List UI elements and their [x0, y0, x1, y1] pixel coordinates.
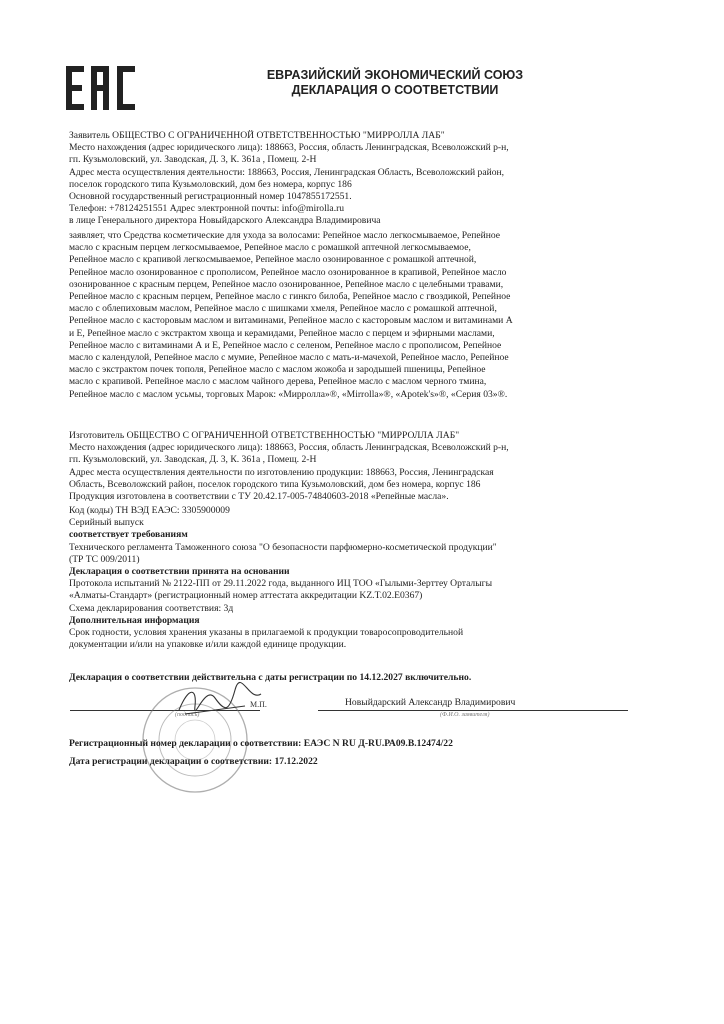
product-line: Репейное масло с маслом усьмы, торговых Марок: «Мирролла»®, «Mirrolla»®, «Apotek's»®, «Серия 03»®. — [69, 388, 508, 400]
handwritten-signature — [175, 680, 265, 720]
product-line: масло с облепиховым маслом, Репейное масло с шишками хмеля, Репейное масло с ромашкой аптечной, — [69, 303, 497, 315]
additional-info-line: Срок годности, условия хранения указаны в прилагаемой к продукции товаросопроводительной — [69, 627, 464, 639]
applicant-line: Место нахождения (адрес юридического лица): 188663, Россия, область Ленинградская, Всеволожский р-н, — [69, 142, 509, 154]
product-line: и Е, Репейное масло с экстрактом хвоща и керамидами, Репейное масло с перцем и эфирными маслами, — [69, 327, 495, 339]
applicant-line: Заявитель ОБЩЕСТВО С ОГРАНИЧЕННОЙ ОТВЕТСТВЕННОСТЬЮ "МИРРОЛЛА ЛАБ" — [69, 130, 445, 141]
manufacturer-line: Изготовитель ОБЩЕСТВО С ОГРАНИЧЕННОЙ ОТВЕТСТВЕННОСТЬЮ "МИРРОЛЛА ЛАБ" — [69, 430, 460, 441]
manufacturer-line: Продукция изготовлена в соответствии с ТУ 20.42.17-005-74840603-2018 «Репейные масла». — [69, 491, 449, 503]
manufacturer-line: Область, Всеволожский район, поселок городского типа Кузьмоловский, дом без номера, корпус 186 — [69, 478, 481, 490]
registration-block — [69, 738, 607, 768]
product-line: масло с красным перцем легкосмываемое, Репейное масло с ромашкой аптечной легкосмываемое, — [69, 242, 471, 254]
applicant-line: Адрес места осуществления деятельности: 188663, Россия, Ленинградская Область, Всеволожский район, — [69, 166, 505, 178]
product-line: Репейное масло с касторовым маслом и витаминами, Репейное масло с касторовым маслом и витаминами А — [69, 315, 513, 327]
applicant-line: в лице Генерального директора Новыйдарского Александра Владимировича — [69, 215, 381, 227]
union-title: ЕВРАЗИЙСКИЙ ЭКОНОМИЧЕСКИЙ СОЮЗ — [266, 68, 524, 82]
declaration-title: ДЕКЛАРАЦИЯ О СООТВЕТСТВИИ — [291, 83, 499, 97]
signatory-name-wrap — [345, 697, 605, 709]
applicant-line: поселок городского типа Кузьмоловский, дом без номера, корпус 186 — [69, 178, 352, 190]
test-protocol-accreditation: «Алматы-Стандарт» (регистрационный номер аттестата аккредитации KZ.T.02.E0367) — [69, 590, 423, 602]
product-line: Репейное масло озонированное с прополисом, Репейное масло озонированное в крапивой, Репейное масло — [69, 266, 507, 278]
serial-production: Серийный выпуск — [69, 517, 144, 529]
additional-info-line: документации и/или на упаковке и/или каждой единице продукции. — [69, 639, 347, 651]
product-line: Репейное масло с крапивой легкосмываемое, Репейное масло озонированное с ромашкой аптечной, — [69, 254, 477, 266]
test-protocol: Протокола испытаний № 2122-ПП от 29.11.2022 года, выданного ИЦ ТОО «Гылыми-Зерттеу Орталыгы — [69, 578, 493, 590]
applicant-line: Основной государственный регистрационный номер 1047855172551. — [69, 191, 352, 203]
basis-title: Декларация о соответствии принята на основании — [69, 566, 290, 578]
technical-regulation-code: (ТР ТС 009/2011) — [69, 553, 140, 565]
declaration-scheme: Схема декларирования соответствия: 3д — [69, 602, 234, 614]
product-line: масло с экстрактом почек тополя, Репейное масло с маслом жожоба и зародышей пшеницы, Репейное — [69, 364, 486, 376]
signatory-name: Новыйдарский Александр Владимирович — [345, 697, 516, 708]
product-line: Репейное масло с красным перцем, Репейное масло с гинкго билоба, Репейное масло с гвоздикой, Репейное — [69, 291, 511, 303]
product-line: заявляет, что Средства косметические для ухода за волосами: Репейное масло легкосмываемое, Репейное — [69, 230, 501, 241]
product-line: масло с календулой, Репейное масло с мумие, Репейное масло с мать-и-мачехой, Репейное масло, Репейное — [69, 352, 509, 364]
conforms-title: соответствует требованиям — [69, 529, 188, 541]
registration-date: Дата регистрации декларации о соответствии: 17.12.2022 — [69, 756, 318, 768]
name-line — [318, 710, 628, 711]
hs-code: Код (коды) ТН ВЭД ЕАЭС: 3305900009 — [69, 505, 230, 516]
signature-caption: (подпись) — [175, 712, 200, 718]
applicant-line: гп. Кузьмоловский, ул. Заводская, Д. 3, К. 361а , Помещ. 2-Н — [69, 154, 317, 166]
eac-logo — [66, 66, 142, 110]
document-header — [210, 68, 580, 98]
manufacturer-line: гп. Кузьмоловский, ул. Заводская, Д. 3, К. 361а , Помещ. 2-Н — [69, 454, 317, 466]
product-line: озонированное с красным перцем, Репейное масло озонированное, Репейное масло с целебными травами, — [69, 278, 504, 290]
validity-text: Декларация о соответствии действительна с даты регистрации по 14.12.2027 включительно. — [69, 672, 472, 683]
product-line: Репейное масло с витаминами А и Е, Репейное масло с селеном, Репейное масло с прополисом, Репейное — [69, 339, 502, 351]
details-block — [69, 505, 607, 651]
applicant-line: Телефон: +78124251551 Адрес электронной почты: info@mirolla.ru — [69, 203, 345, 215]
registration-number: Регистрационный номер декларации о соответствии: ЕАЭС N RU Д-RU.РА09.В.12474/22 — [69, 738, 453, 749]
validity-statement — [69, 672, 607, 684]
seal-place-label: М.П. — [250, 700, 267, 709]
technical-regulation: Технического регламента Таможенного союза "О безопасности парфюмерно-косметической продукции" — [69, 541, 497, 553]
product-line: масло с крапивой. Репейное масло с маслом чайного дерева, Репейное масло с маслом черного тмина, — [69, 376, 487, 388]
product-description-block — [69, 230, 607, 401]
manufacturer-line: Адрес места осуществления деятельности по изготовлению продукции: 188663, Россия, Ленинградская — [69, 466, 494, 478]
name-caption: (Ф.И.О. заявителя) — [440, 712, 490, 718]
manufacturer-block — [69, 430, 607, 503]
additional-info-title: Дополнительная информация — [69, 614, 200, 626]
manufacturer-line: Место нахождения (адрес юридического лица): 188663, Россия, область Ленинградская, Всеволожский р-н, — [69, 442, 509, 454]
applicant-block — [69, 130, 607, 228]
